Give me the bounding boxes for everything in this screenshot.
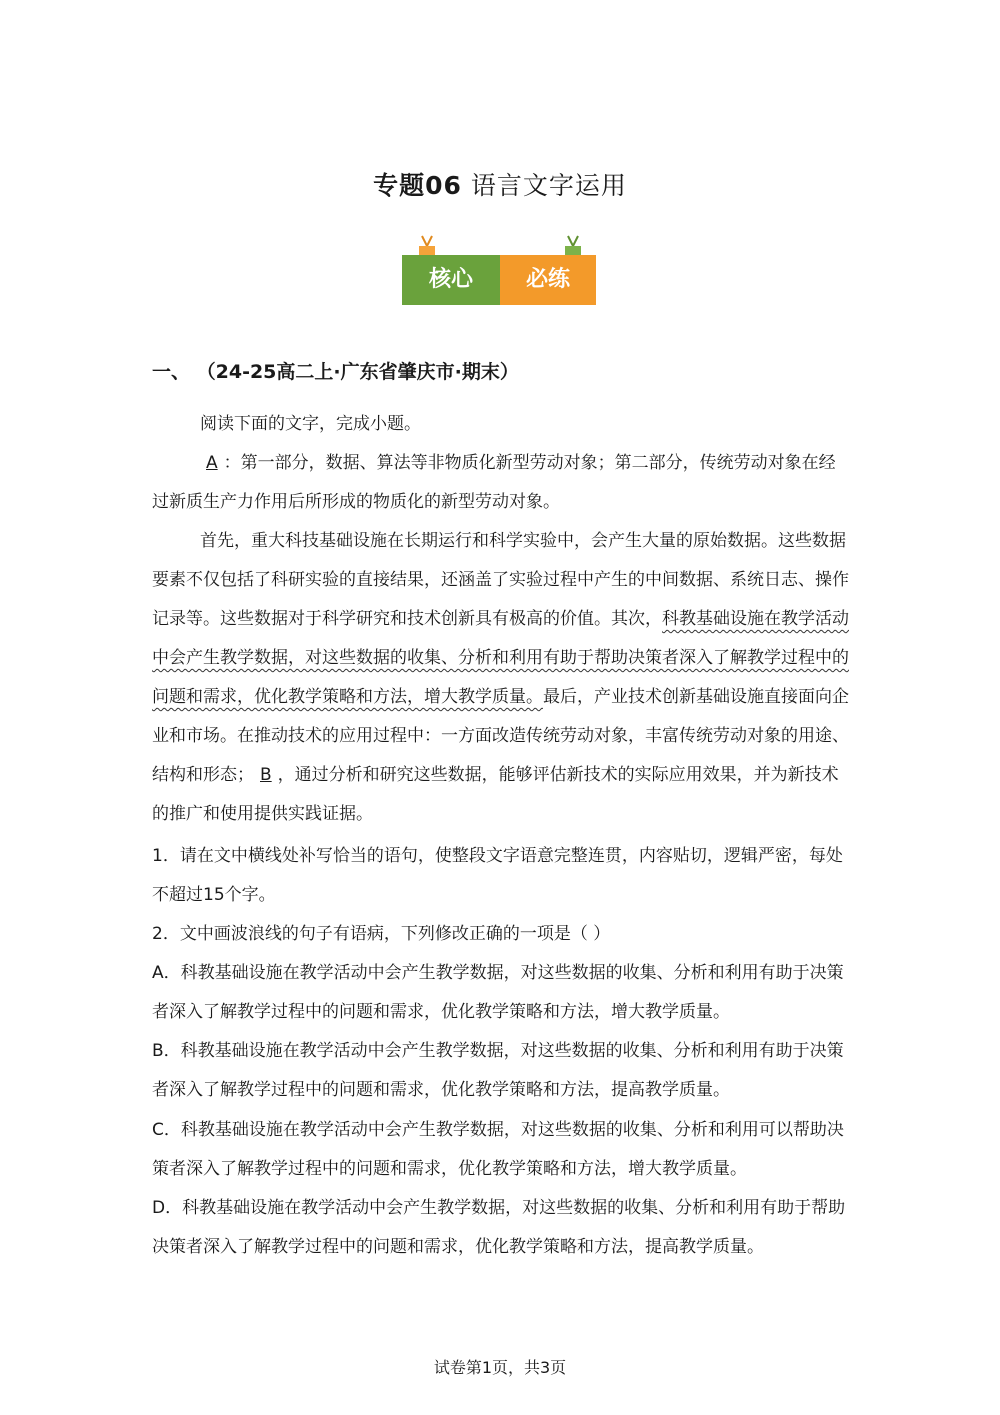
paragraph-1-text: ：第一部分，数据、算法等非物质化新型劳动对象；第二部分，传统劳动对象在经过新质生产力作用后所形成的物质化的新型劳动对象。	[152, 453, 836, 512]
passage-intro: 阅读下面的文字，完成小题。	[200, 414, 421, 434]
title-number: 专题06	[373, 171, 462, 200]
page-title	[0, 168, 1000, 204]
badge-right-label: 必练	[525, 267, 570, 292]
core-practice-badge	[402, 234, 598, 306]
title-text: 语言文字运用	[470, 171, 627, 200]
page-footer: 试卷第1页，共3页	[433, 1358, 567, 1377]
section-heading	[152, 358, 519, 386]
paragraph-2-part-a: 首先，重大科技基础设施在长期运行和科学实验中，会产生大量的原始数据。这些数据要素不仅包括了科研实验的直接结果，还涵盖了实验过程中产生的中间数据、系统日志、操作记录等。这些数据对于科学研究和技术创新具有极高的价值。其次，	[152, 531, 849, 629]
paragraph-2-part-b: 最后，产业技术创新基础设施直接面向企业和市场。在推动技术的应用过程中：一方面改造传统劳动对象，丰富传统劳动对象的用途、结构和形态；	[152, 687, 849, 785]
blank-b: B	[260, 765, 272, 785]
option-a: A．科教基础设施在教学活动中会产生教学数据，对这些数据的收集、分析和利用有助于决策者深入了解教学过程中的问题和需求，优化教学策略和方法，增大教学质量。	[152, 963, 844, 1022]
passage-paragraph-1	[152, 444, 850, 522]
badge-left-label: 核心	[428, 267, 473, 292]
question-2: 2．文中画波浪线的句子有语病，下列修改正确的一项是（ ）	[152, 924, 611, 944]
option-d: D．科教基础设施在教学活动中会产生教学数据，对这些数据的收集、分析和利用有助于帮助决策者深入了解教学过程中的问题和需求，优化教学策略和方法，提高教学质量。	[152, 1198, 846, 1257]
option-c: C．科教基础设施在教学活动中会产生教学数据，对这些数据的收集、分析和利用可以帮助决策者深入了解教学过程中的问题和需求，优化教学策略和方法，增大教学质量。	[152, 1120, 844, 1179]
paragraph-2-part-c: ，通过分析和研究这些数据，能够评估新技术的实际应用效果，并为新技术的推广和使用提供实践证据。	[152, 765, 839, 824]
wavy-underlined-sentence: 科教基础设施在教学活动中会产生教学数据，对这些数据的收集、分析和利用有助于帮助决策者深入了解教学过程中的问题和需求，优化教学策略和方法，增大教学质量。	[152, 609, 849, 707]
section-source: （24-25高二上·广东省肇庆市·期末）	[196, 361, 519, 383]
option-b: B．科教基础设施在教学活动中会产生教学数据，对这些数据的收集、分析和利用有助于决策者深入了解教学过程中的问题和需求，优化教学策略和方法，提高教学质量。	[152, 1041, 844, 1100]
passage-paragraph-2	[152, 522, 850, 834]
question-1: 1．请在文中横线处补写恰当的语句，使整段文字语意完整连贯，内容贴切，逻辑严密，每处不超过15个字。	[152, 846, 843, 905]
blank-a: A	[206, 453, 218, 473]
section-number: 一、	[152, 361, 191, 383]
